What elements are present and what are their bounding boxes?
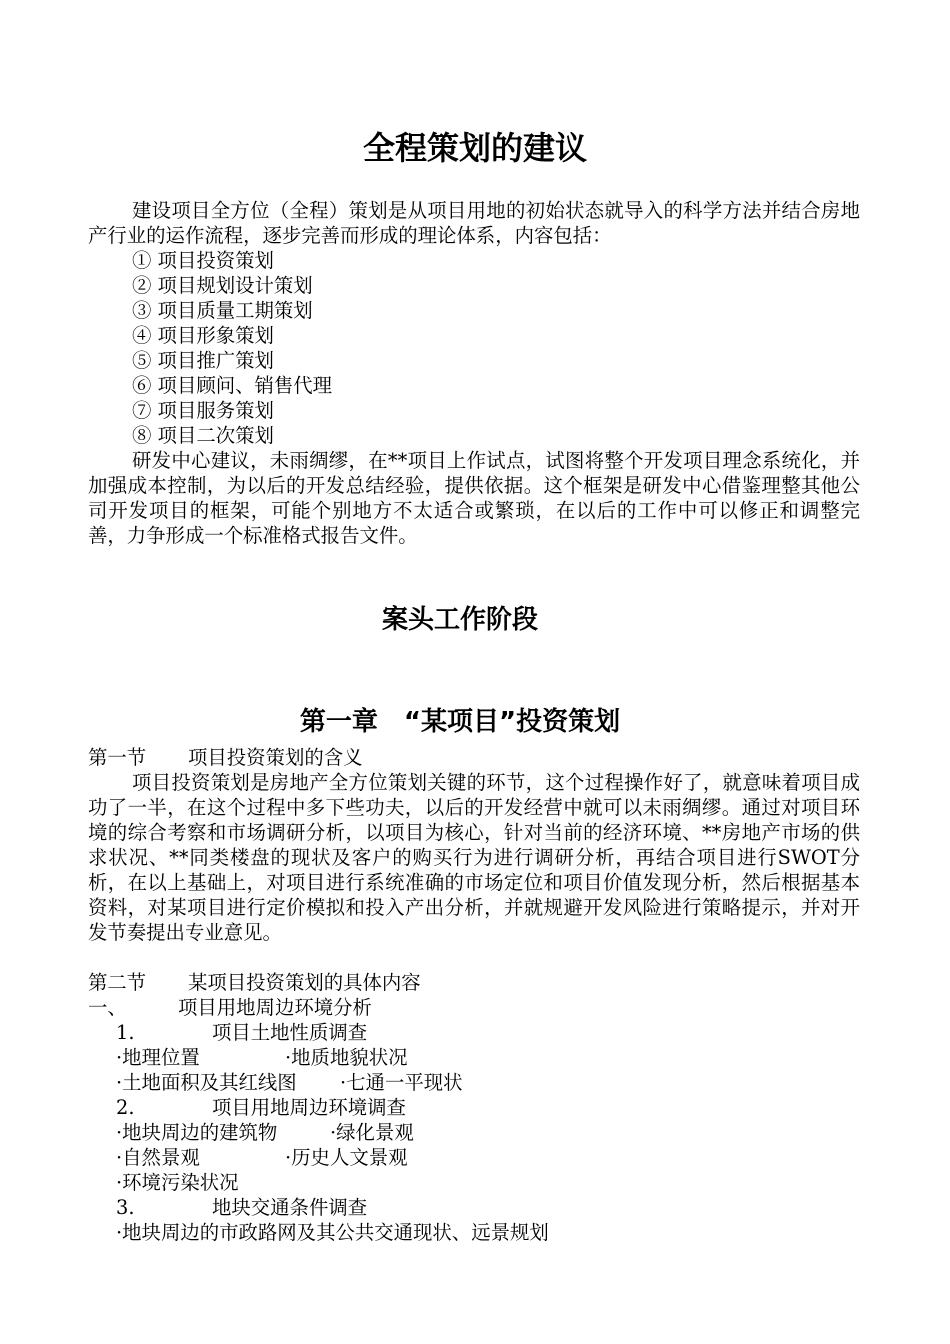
bullet-item: ·地块周边的建筑物 [116,1121,278,1144]
part-number: 一、 [88,996,127,1019]
document-title: 全程策划的建议 [362,129,587,167]
section-number: 第二节 [88,971,147,994]
section-heading: 项目投资策划的含义 [188,746,363,769]
list-item: ⑧ 项目二次策划 [132,424,274,447]
list-item: ① 项目投资策划 [132,249,274,272]
bullet-item: ·地理位置 [116,1046,200,1069]
section-heading: 某项目投资策划的具体内容 [188,971,421,994]
bullet-item: ·七通一平现状 [340,1071,463,1094]
subsection-heading: 地块交通条件调查 [212,1196,368,1219]
list-item: ⑦ 项目服务策划 [132,399,274,422]
bullet-item: ·绿化景观 [330,1121,414,1144]
list-item: ④ 项目形象策划 [132,324,274,347]
part-heading: 项目用地周边环境分析 [178,996,372,1019]
subsection-heading: 项目用地周边环境调查 [212,1096,406,1119]
subsection-heading: 项目土地性质调查 [212,1021,368,1044]
subsection-number: 3. [116,1196,135,1219]
bullet-item: ·土地面积及其红线图 [116,1071,297,1094]
list-item: ③ 项目质量工期策划 [132,299,313,322]
section-title: 案头工作阶段 [381,605,538,635]
recommendation-paragraph: 研发中心建议，未雨绸缪，在**项目上作试点，试图将整个开发项目理念系统化，并加强成本控制，为以后的开发总结经验，提供依据。这个框架是研发中心借鉴理整其他公司开发项目的框架，可能个别地方不太适合或繁琐，在以后的工作中可以修正和调整完善，力争形成一个标准格式报告文件。 [88,449,860,547]
bullet-item: ·自然景观 [116,1146,200,1169]
intro-paragraph: 建设项目全方位（全程）策划是从项目用地的初始状态就导入的科学方法并结合房地产行业的运作流程，逐步完善而形成的理论体系，内容包括： [88,199,860,247]
bullet-item: ·环境污染状况 [116,1171,239,1194]
bullet-item: ·地质地貌状况 [285,1046,408,1069]
subsection-number: 1. [116,1021,135,1044]
investment-paragraph: 项目投资策划是房地产全方位策划关键的环节，这个过程操作好了，就意味着项目成功了一半，在这个过程中多下些功夫，以后的开发经营中就可以未雨绸缪。通过对项目环境的综合考察和市场调研分析，以项目为核心，针对当前的经济环境、**房地产市场的供求状况、**同类楼盘的现状及客户的购买行为进行调研分析，再结合项目进行SWOT分析，在以上基础上，对项目进行系统准确的市场定位和项目价值发现分析，然后根据基本资料，对某项目进行定价模拟和投入产出分析，并就规避开发风险进行策略提示，并对开发节奏提出专业意见。 [88,771,860,944]
list-item: ⑤ 项目推广策划 [132,349,274,372]
bullet-item: ·地块周边的市政路网及其公共交通现状、远景规划 [116,1221,549,1244]
bullet-item: ·历史人文景观 [285,1146,408,1169]
list-item: ⑥ 项目顾问、销售代理 [132,374,333,397]
section-number: 第一节 [88,746,147,769]
chapter-title: 第一章 “某项目”投资策划 [299,707,621,737]
subsection-number: 2. [116,1096,135,1119]
list-item: ② 项目规划设计策划 [132,274,313,297]
